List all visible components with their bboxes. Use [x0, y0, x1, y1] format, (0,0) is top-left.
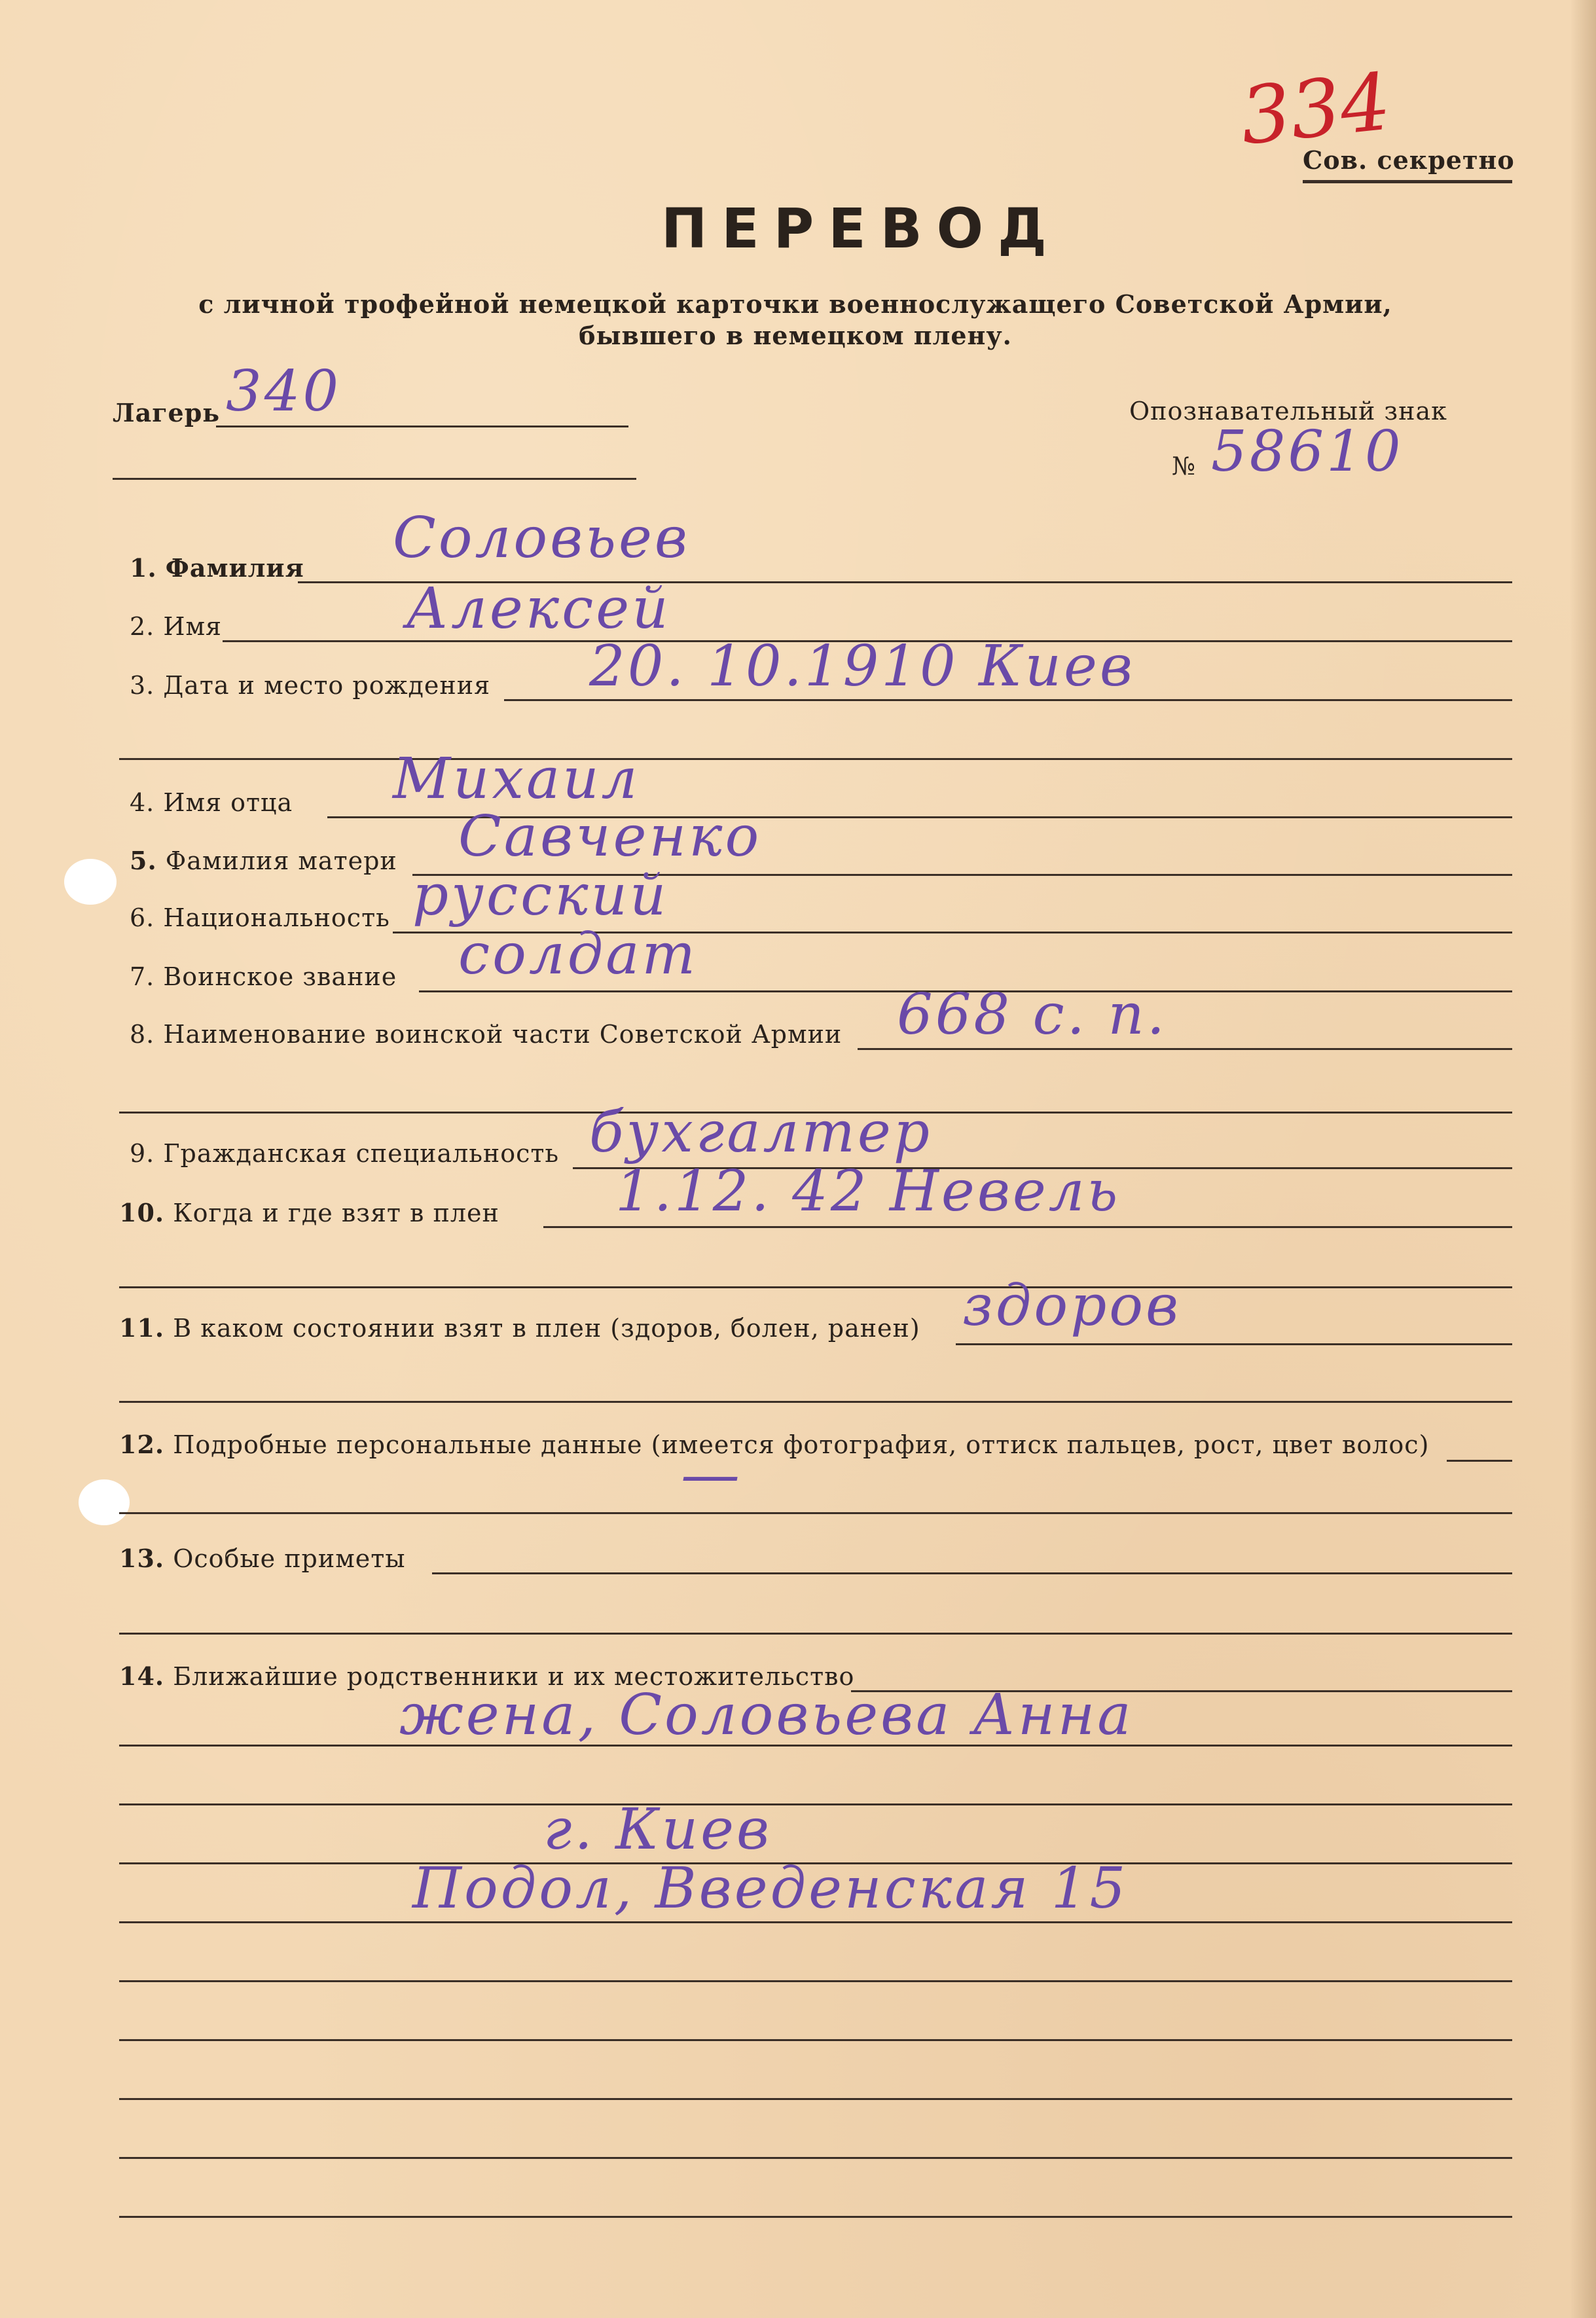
subtitle-line-2: бывшего в немецком плену.	[579, 321, 1012, 350]
field-9-value: бухгалтер	[589, 1100, 932, 1165]
field-11-line-2	[119, 1401, 1512, 1403]
relatives-line-2: г. Киев	[543, 1797, 772, 1862]
field-3-line-2	[119, 758, 1512, 760]
field-12-line	[1447, 1460, 1512, 1462]
field-13-line	[432, 1572, 1512, 1574]
field-6-value: русский	[412, 863, 669, 928]
field-3-value: 20. 10.1910 Киев	[589, 634, 1135, 699]
camp-label: Лагерь	[113, 398, 221, 427]
camp-line-2	[113, 478, 636, 480]
relatives-line-3: Подол, Введенская 15	[412, 1856, 1129, 1921]
field-7-value: солдат	[458, 922, 698, 987]
field-2-value: Алексей	[406, 576, 671, 642]
relatives-rule-4	[119, 1921, 1512, 1923]
relatives-rule-8	[119, 2157, 1512, 2159]
field-3-label: 3. Дата и место рождения	[130, 671, 491, 700]
field-8-label: 8. Наименование воинской части Советской Армии	[130, 1020, 843, 1049]
field-12-line-2	[119, 1512, 1512, 1514]
relatives-rule-2	[119, 1803, 1512, 1805]
relatives-rule-5	[119, 1980, 1512, 1982]
field-11-label: 11. В каком состоянии взят в плен (здоров, болен, ранен)	[119, 1313, 920, 1343]
field-13-label: 13. Особые приметы	[119, 1544, 406, 1573]
relatives-rule-1	[119, 1745, 1512, 1747]
classification-underline	[1303, 180, 1512, 183]
camp-value: 340	[226, 359, 342, 424]
field-10-line-2	[119, 1286, 1512, 1288]
punch-hole-bottom	[79, 1479, 130, 1525]
field-13-line-2	[119, 1633, 1512, 1635]
field-8-line	[858, 1048, 1512, 1050]
relatives-rule-3	[119, 1862, 1512, 1864]
camp-line	[216, 426, 628, 427]
subtitle-line-1: с личной трофейной немецкой карточки военнослужащего Советской Армии,	[198, 289, 1392, 319]
field-2-label: 2. Имя	[130, 612, 223, 641]
id-mark-label: Опознавательный знак	[1129, 397, 1447, 426]
field-3-line	[504, 699, 1512, 701]
field-10-line	[543, 1226, 1512, 1228]
page-title: ПЕРЕВОД	[661, 196, 1061, 261]
field-1-value: Соловьев	[393, 505, 690, 571]
field-10-value: 1.12. 42 Невель	[615, 1159, 1121, 1224]
field-1-label: 1. Фамилия	[130, 553, 304, 583]
classification-mark: Сов. секретно	[1303, 145, 1515, 175]
field-14-label: 14. Ближайшие родственники и их местожительство	[119, 1661, 855, 1691]
field-5-value: Савченко	[458, 804, 762, 869]
field-11-line	[956, 1343, 1512, 1345]
field-10-label: 10. Когда и где взят в плен	[119, 1198, 499, 1227]
field-8-value: 668 с. п.	[897, 982, 1168, 1047]
field-4-value: Михаил	[393, 746, 640, 812]
id-number-label: №	[1172, 452, 1196, 480]
relatives-rule-9	[119, 2216, 1512, 2218]
punch-hole-top	[64, 859, 117, 905]
paper-edge-shadow	[1570, 0, 1596, 2318]
field-12-value: —	[681, 1440, 742, 1509]
field-6-label: 6. Национальность	[130, 903, 390, 932]
field-4-label: 4. Имя отца	[130, 788, 293, 817]
relatives-rule-7	[119, 2098, 1512, 2100]
field-11-value: здоров	[962, 1273, 1182, 1339]
relatives-rule-6	[119, 2039, 1512, 2041]
field-7-label: 7. Воинское звание	[130, 962, 397, 991]
field-9-label: 9. Гражданская специальность	[130, 1139, 560, 1168]
id-number-value: 58610	[1211, 419, 1404, 484]
handwritten-stamp-number: 334	[1236, 56, 1395, 163]
field-5-label: 5. Фамилия матери	[130, 846, 397, 875]
relatives-line-1: жена, Соловьева Анна	[399, 1682, 1134, 1748]
field-12-label: 12. Подробные персональные данные (имеется фотография, оттиск пальцев, рост, цвет волос)	[119, 1430, 1430, 1459]
